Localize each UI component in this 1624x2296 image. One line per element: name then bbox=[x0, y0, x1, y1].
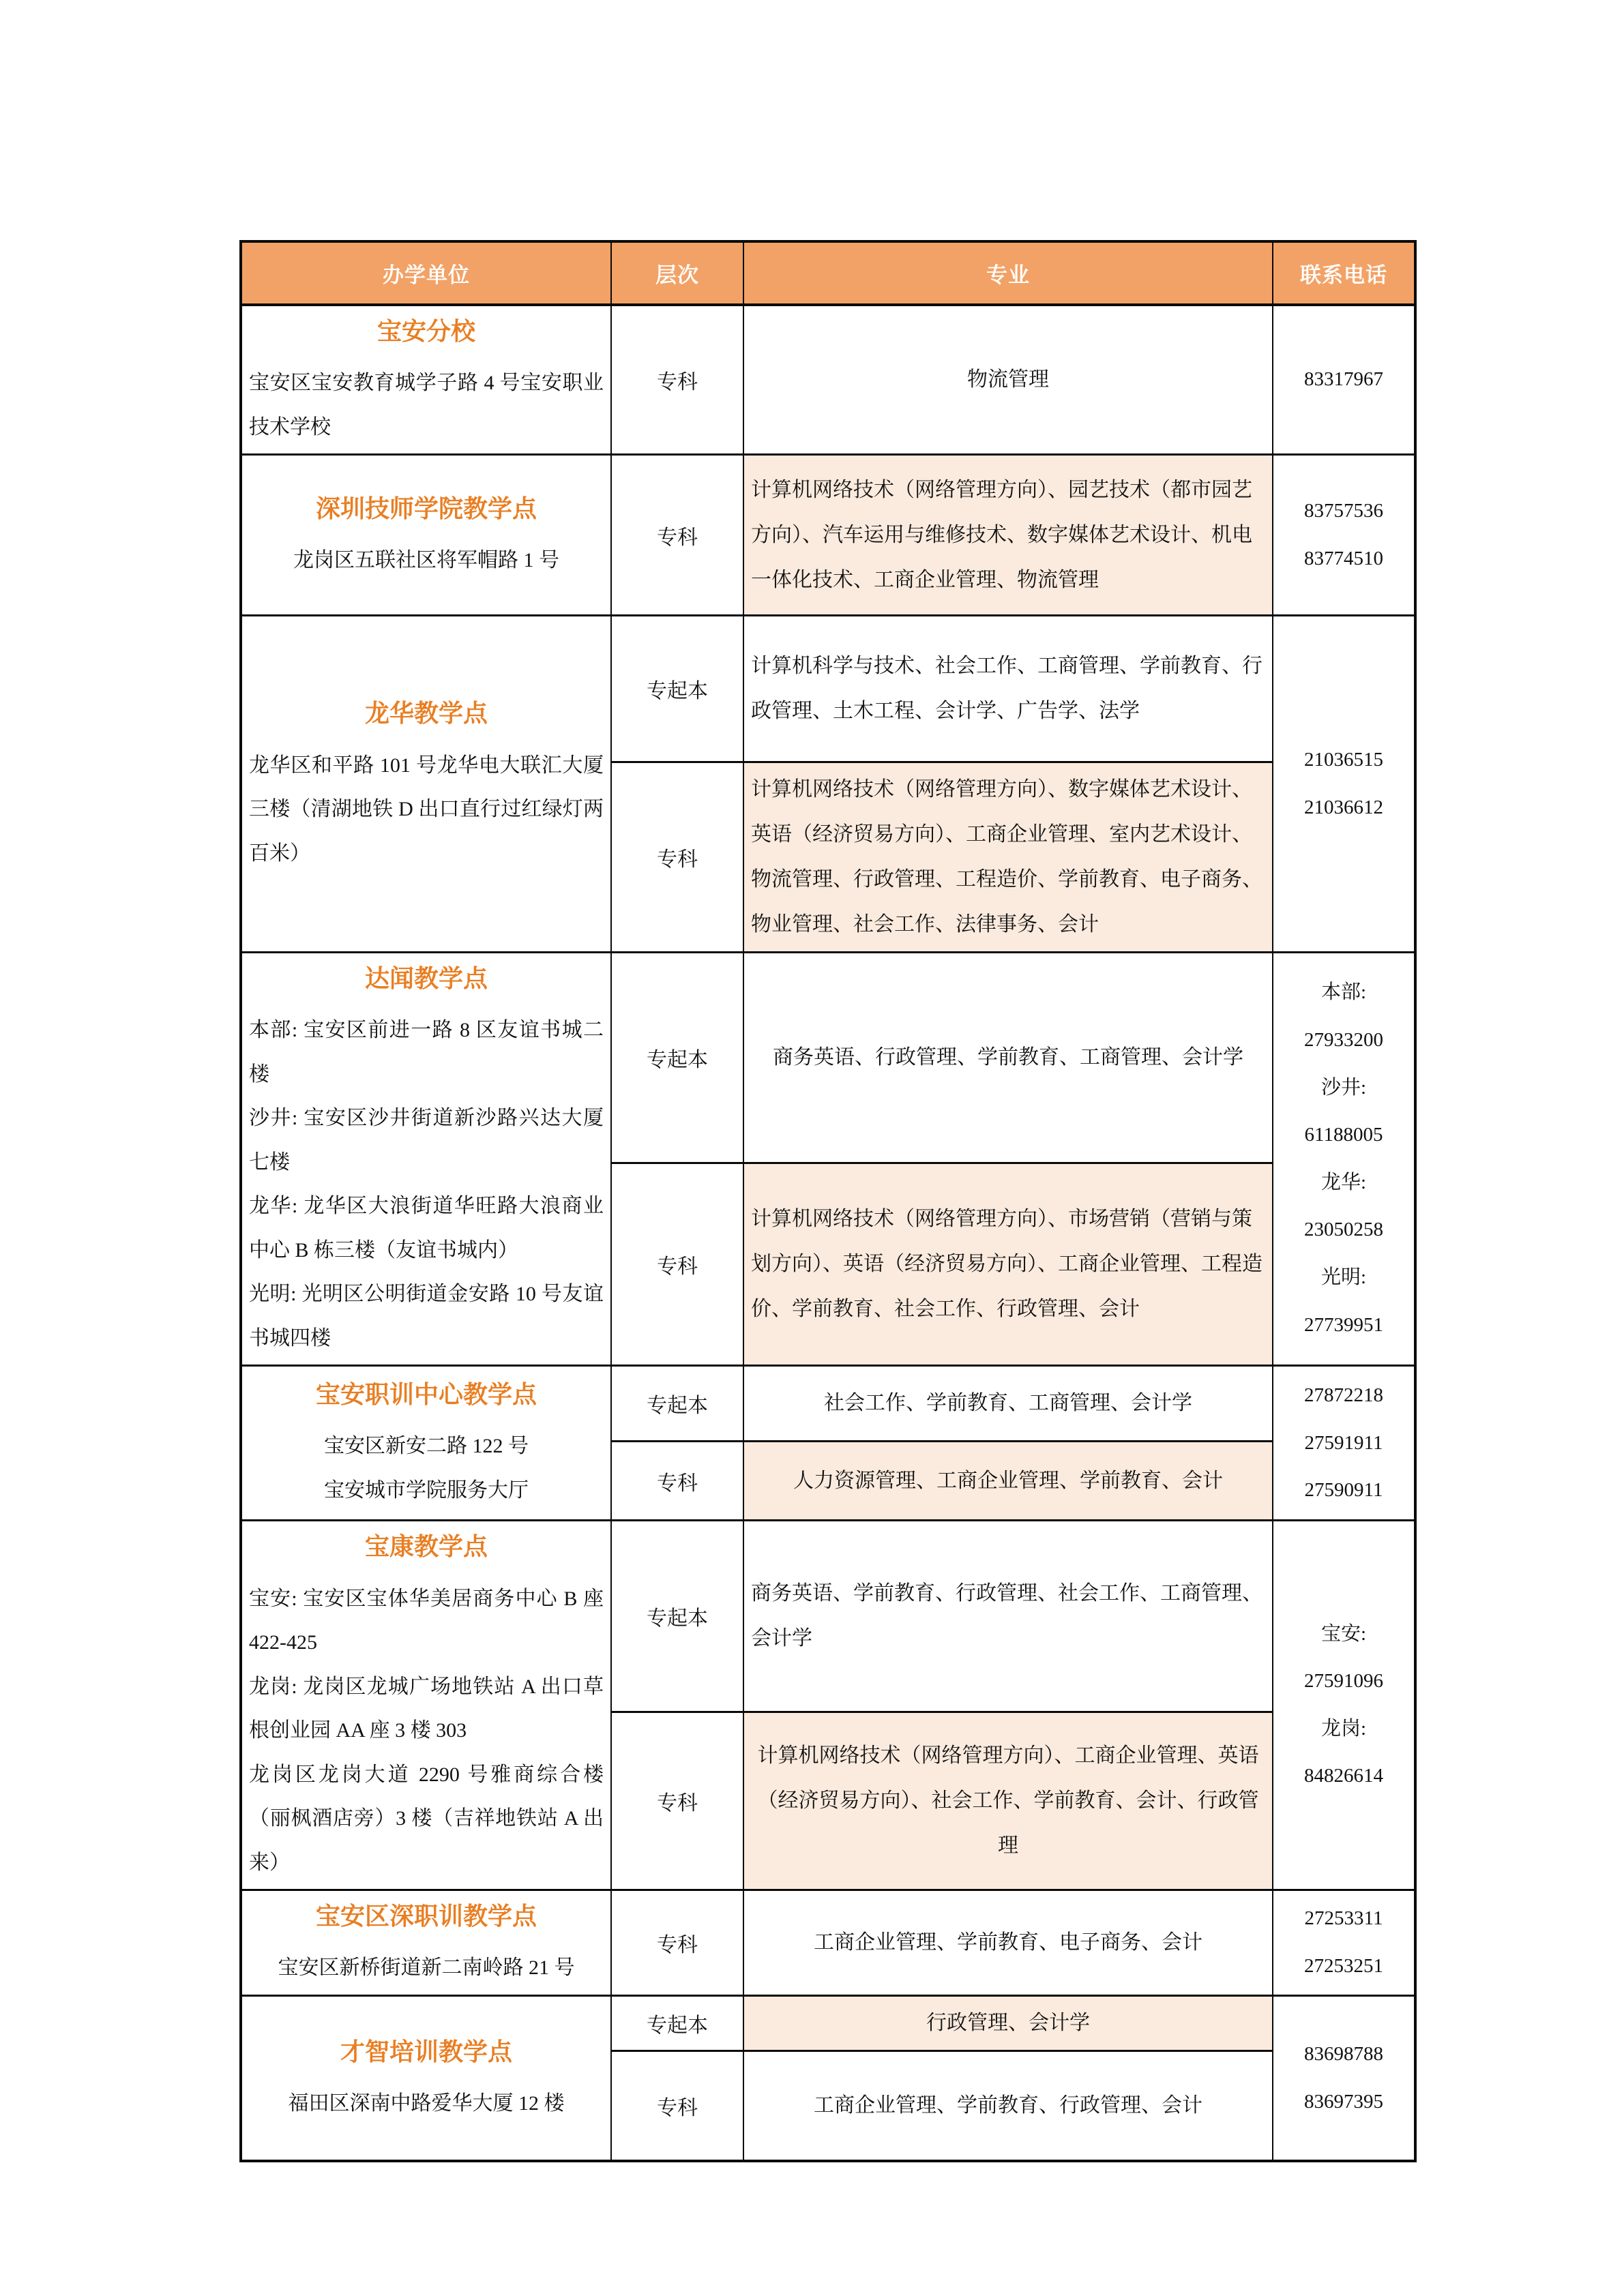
phone-cell bbox=[1273, 1366, 1415, 1521]
unit-address-line: 宝安: 宝安区宝体华美居商务中心 B 座 422-425 bbox=[249, 1587, 604, 1654]
unit-title: 才智培训教学点 bbox=[340, 2037, 512, 2066]
phone-cell bbox=[1273, 616, 1415, 953]
col-header-level: 层次 bbox=[611, 241, 743, 305]
level-cell: 专起本 bbox=[611, 1995, 743, 2051]
unit-title: 深圳技师学院教学点 bbox=[315, 494, 537, 522]
unit-address bbox=[249, 1577, 604, 1885]
majors-cell: 计算机网络技术（网络管理方向）、市场营销（营销与策划方向）、英语（经济贸易方向）、工商企业管理、工程造价、学前教育、社会工作、行政管理、会计 bbox=[743, 1163, 1273, 1366]
phone-line: 27739951 bbox=[1304, 1313, 1383, 1336]
col-header-major: 专业 bbox=[743, 241, 1273, 305]
unit-cell bbox=[241, 305, 611, 455]
unit-cell bbox=[241, 455, 611, 616]
phone-line: 83757536 bbox=[1304, 500, 1383, 522]
phone-line: 83317967 bbox=[1304, 368, 1383, 391]
table-body bbox=[241, 305, 1415, 2161]
level-cell: 专起本 bbox=[611, 1366, 743, 1442]
majors-cell: 物流管理 bbox=[743, 305, 1273, 455]
phone-line: 27253311 bbox=[1304, 1907, 1383, 1930]
table-row bbox=[241, 1995, 1415, 2051]
majors-cell: 计算机网络技术（网络管理方向）、数字媒体艺术设计、英语（经济贸易方向）、工商企业管理、室内艺术设计、物流管理、行政管理、工程造价、学前教育、电子商务、物业管理、社会工作、法律事务、会计 bbox=[743, 762, 1273, 953]
majors-cell: 计算机网络技术（网络管理方向）、工商企业管理、英语（经济贸易方向）、社会工作、学前教育、会计、行政管理 bbox=[743, 1712, 1273, 1890]
unit-address-line: 龙岗区五联社区将军帽路 1 号 bbox=[293, 549, 559, 572]
admissions-table bbox=[239, 240, 1417, 2162]
phone-line: 27872218 bbox=[1304, 1384, 1383, 1406]
phone-cell bbox=[1273, 305, 1415, 455]
phone-line: 84826614 bbox=[1304, 1765, 1383, 1787]
table-row bbox=[241, 1890, 1415, 1996]
phone-line: 83697395 bbox=[1304, 2090, 1383, 2113]
phone-line: 83774510 bbox=[1304, 547, 1383, 569]
unit-address bbox=[249, 2082, 604, 2126]
table-row bbox=[241, 1366, 1415, 1442]
unit-title: 龙华教学点 bbox=[364, 699, 488, 728]
table-header bbox=[241, 241, 1415, 305]
unit-cell bbox=[241, 1890, 611, 1996]
unit-title: 宝安分校 bbox=[377, 317, 475, 345]
unit-title: 达闻教学点 bbox=[364, 964, 488, 993]
phone-line: 龙华: bbox=[1320, 1171, 1367, 1193]
table-row bbox=[241, 953, 1415, 1163]
phone-line: 27591096 bbox=[1304, 1670, 1383, 1693]
level-cell: 专起本 bbox=[611, 1521, 743, 1712]
unit-address-line: 本部: 宝安区前进一路 8 区友谊书城二楼 bbox=[249, 1019, 604, 1086]
phone-cell bbox=[1273, 1521, 1415, 1890]
unit-address-line: 宝安区宝安教育城学子路 4 号宝安职业技术学校 bbox=[249, 372, 604, 438]
unit-cell bbox=[241, 1366, 611, 1521]
unit-address-line: 龙岗: 龙岗区龙城广场地铁站 A 出口草根创业园 AA 座 3 楼 303 bbox=[249, 1675, 604, 1742]
unit-address-line: 龙岗区龙岗大道 2290 号雅商综合楼（丽枫酒店旁）3 楼（吉祥地铁站 A 出来） bbox=[249, 1763, 604, 1874]
unit-address bbox=[249, 1009, 604, 1360]
unit-address-line: 光明: 光明区公明街道金安路 10 号友谊书城四楼 bbox=[249, 1283, 604, 1350]
phone-line: 27591911 bbox=[1304, 1431, 1383, 1454]
level-cell: 专科 bbox=[611, 305, 743, 455]
phone-line: 21036515 bbox=[1304, 749, 1383, 771]
phone-line: 沙井: bbox=[1320, 1076, 1367, 1099]
table-row bbox=[241, 455, 1415, 616]
unit-address-line: 龙华区和平路 101 号龙华电大联汇大厦三楼（清湖地铁 D 出口直行过红绿灯两百米） bbox=[249, 754, 604, 865]
unit-address bbox=[249, 1946, 604, 1991]
level-cell: 专科 bbox=[611, 455, 743, 616]
level-cell: 专科 bbox=[611, 2051, 743, 2161]
unit-address bbox=[249, 539, 604, 583]
majors-cell: 商务英语、学前教育、行政管理、社会工作、工商管理、会计学 bbox=[743, 1521, 1273, 1712]
phone-cell bbox=[1273, 1890, 1415, 1996]
phone-line: 宝安: bbox=[1320, 1622, 1367, 1645]
phone-line: 龙岗: bbox=[1320, 1717, 1367, 1740]
unit-address-line: 宝安区新安二路 122 号 bbox=[324, 1435, 529, 1458]
majors-cell: 工商企业管理、学前教育、行政管理、会计 bbox=[743, 2051, 1273, 2161]
majors-cell: 行政管理、会计学 bbox=[743, 1995, 1273, 2051]
majors-cell: 计算机网络技术（网络管理方向）、园艺技术（都市园艺方向）、汽车运用与维修技术、数字媒体艺术设计、机电一体化技术、工商企业管理、物流管理 bbox=[743, 455, 1273, 616]
unit-address-line: 沙井: 宝安区沙井街道新沙路兴达大厦七楼 bbox=[249, 1107, 604, 1174]
col-header-phone: 联系电话 bbox=[1273, 241, 1415, 305]
phone-line: 27933200 bbox=[1304, 1029, 1383, 1051]
level-cell: 专科 bbox=[611, 1712, 743, 1890]
unit-title: 宝康教学点 bbox=[364, 1532, 488, 1561]
majors-cell: 人力资源管理、工商企业管理、学前教育、会计 bbox=[743, 1442, 1273, 1521]
table-row bbox=[241, 305, 1415, 455]
unit-cell bbox=[241, 1995, 611, 2161]
unit-address bbox=[249, 1425, 604, 1512]
phone-line: 23050258 bbox=[1304, 1219, 1383, 1241]
level-cell: 专科 bbox=[611, 1163, 743, 1366]
phone-line: 27590911 bbox=[1304, 1479, 1383, 1502]
unit-address bbox=[249, 744, 604, 876]
unit-address-line: 福田区深南中路爱华大厦 12 楼 bbox=[288, 2091, 565, 2115]
unit-cell bbox=[241, 616, 611, 953]
col-header-unit: 办学单位 bbox=[241, 241, 611, 305]
phone-cell bbox=[1273, 953, 1415, 1366]
level-cell: 专科 bbox=[611, 1442, 743, 1521]
phone-cell bbox=[1273, 1995, 1415, 2161]
unit-address-line: 龙华: 龙华区大浪街道华旺路大浪商业中心 B 栋三楼（友谊书城内） bbox=[249, 1195, 604, 1262]
phone-cell bbox=[1273, 455, 1415, 616]
unit-address-line: 宝安城市学院服务大厅 bbox=[324, 1478, 529, 1502]
table-row bbox=[241, 1521, 1415, 1712]
phone-line: 61188005 bbox=[1304, 1124, 1383, 1146]
phone-line: 27253251 bbox=[1304, 1954, 1383, 1977]
header-row bbox=[241, 241, 1415, 305]
phone-line: 光明: bbox=[1320, 1266, 1367, 1288]
unit-cell bbox=[241, 1521, 611, 1890]
level-cell: 专起本 bbox=[611, 616, 743, 762]
unit-title: 宝安职训中心教学点 bbox=[315, 1380, 537, 1409]
phone-line: 21036612 bbox=[1304, 796, 1383, 818]
majors-cell: 计算机科学与技术、社会工作、工商管理、学前教育、行政管理、土木工程、会计学、广告学、法学 bbox=[743, 616, 1273, 762]
majors-cell: 工商企业管理、学前教育、电子商务、会计 bbox=[743, 1890, 1273, 1996]
unit-title: 宝安区深职训教学点 bbox=[315, 1902, 537, 1930]
unit-address-line: 宝安区新桥街道新二南岭路 21 号 bbox=[278, 1956, 575, 1980]
unit-cell bbox=[241, 953, 611, 1366]
level-cell: 专科 bbox=[611, 762, 743, 953]
level-cell: 专起本 bbox=[611, 953, 743, 1163]
majors-cell: 商务英语、行政管理、学前教育、工商管理、会计学 bbox=[743, 953, 1273, 1163]
majors-cell: 社会工作、学前教育、工商管理、会计学 bbox=[743, 1366, 1273, 1442]
level-cell: 专科 bbox=[611, 1890, 743, 1996]
phone-line: 83698788 bbox=[1304, 2042, 1383, 2065]
table-row bbox=[241, 616, 1415, 762]
unit-address bbox=[249, 361, 604, 449]
phone-line: 本部: bbox=[1320, 981, 1367, 1004]
